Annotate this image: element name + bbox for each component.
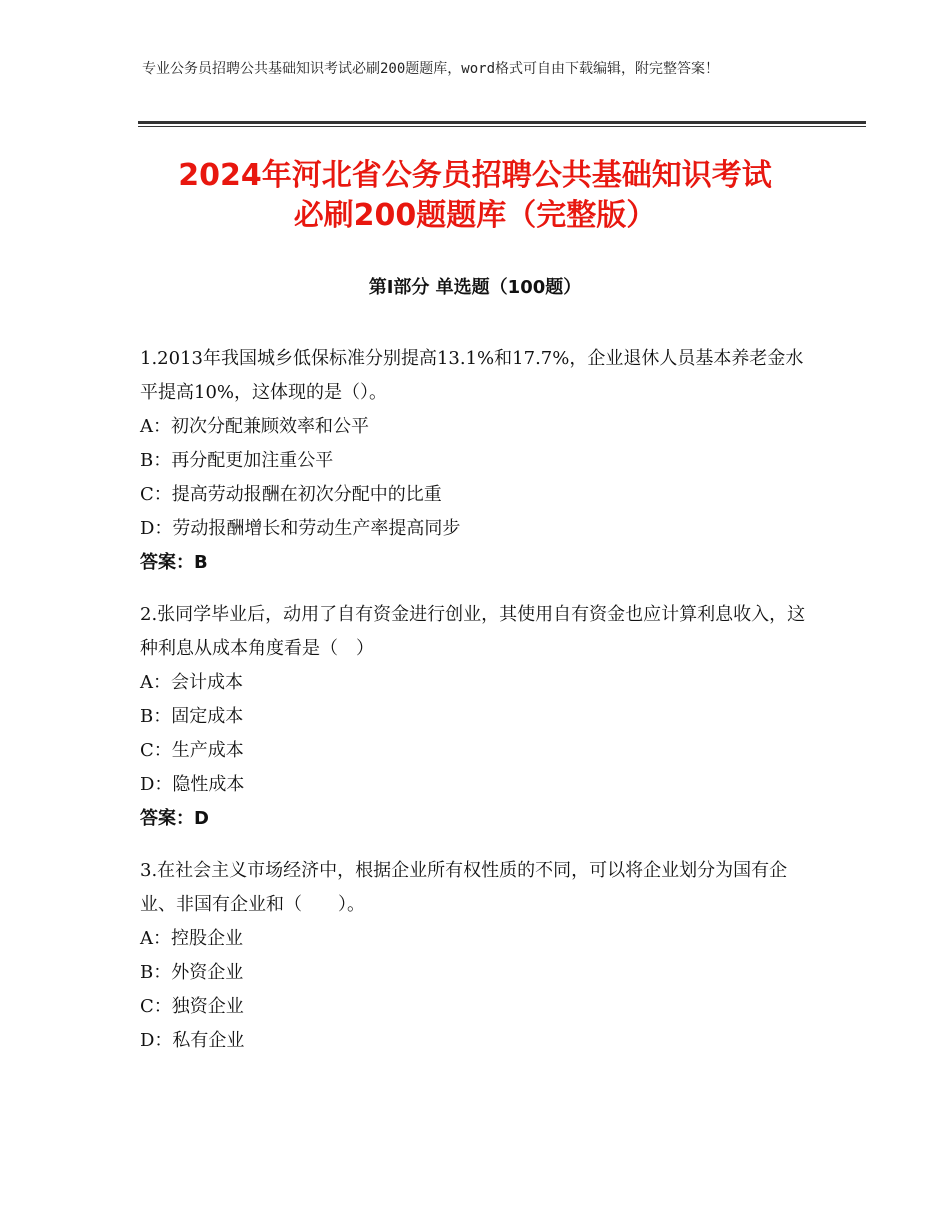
document-title <box>100 156 850 236</box>
header-rule-thick <box>138 121 866 124</box>
option-d: D：私有企业 <box>140 1030 245 1051</box>
option-a: A：控股企业 <box>140 928 243 949</box>
option-b: B：外资企业 <box>140 962 244 983</box>
question-stem: 3.在社会主义市场经济中，根据企业所有权性质的不同，可以将企业划分为国有企业、非国有企业和（ ）。 <box>140 860 788 915</box>
answer: 答案：D <box>140 808 209 829</box>
option-c: C：提高劳动报酬在初次分配中的比重 <box>140 484 442 505</box>
header-note: 专业公务员招聘公共基础知识考试必刷200题题库，word格式可自由下载编辑，附完整答案！ <box>142 61 719 77</box>
header-rule-thin <box>138 126 866 127</box>
question-1 <box>140 342 820 580</box>
option-c: C：生产成本 <box>140 740 244 761</box>
answer: 答案：B <box>140 552 208 573</box>
question-stem: 2.张同学毕业后，动用了自有资金进行创业，其使用自有资金也应计算利息收入，这种利息从成本角度看是（ ） <box>140 604 806 659</box>
option-a: A：初次分配兼顾效率和公平 <box>140 416 369 437</box>
section-heading: 第Ⅰ部分 单选题（100题） <box>368 277 582 298</box>
question-list <box>140 342 820 1076</box>
option-d: D：劳动报酬增长和劳动生产率提高同步 <box>140 518 461 539</box>
question-2 <box>140 598 820 836</box>
title-line-2: 必刷200题题库（完整版） <box>293 198 657 233</box>
question-3 <box>140 854 820 1058</box>
option-b: B：固定成本 <box>140 706 244 727</box>
option-a: A：会计成本 <box>140 672 243 693</box>
option-c: C：独资企业 <box>140 996 244 1017</box>
option-b: B：再分配更加注重公平 <box>140 450 334 471</box>
title-line-1: 2024年河北省公务员招聘公共基础知识考试 <box>178 158 772 193</box>
question-stem: 1.2013年我国城乡低保标准分别提高13.1%和17.7%，企业退休人员基本养老金水平提高10%，这体现的是（）。 <box>140 348 804 403</box>
option-d: D：隐性成本 <box>140 774 245 795</box>
